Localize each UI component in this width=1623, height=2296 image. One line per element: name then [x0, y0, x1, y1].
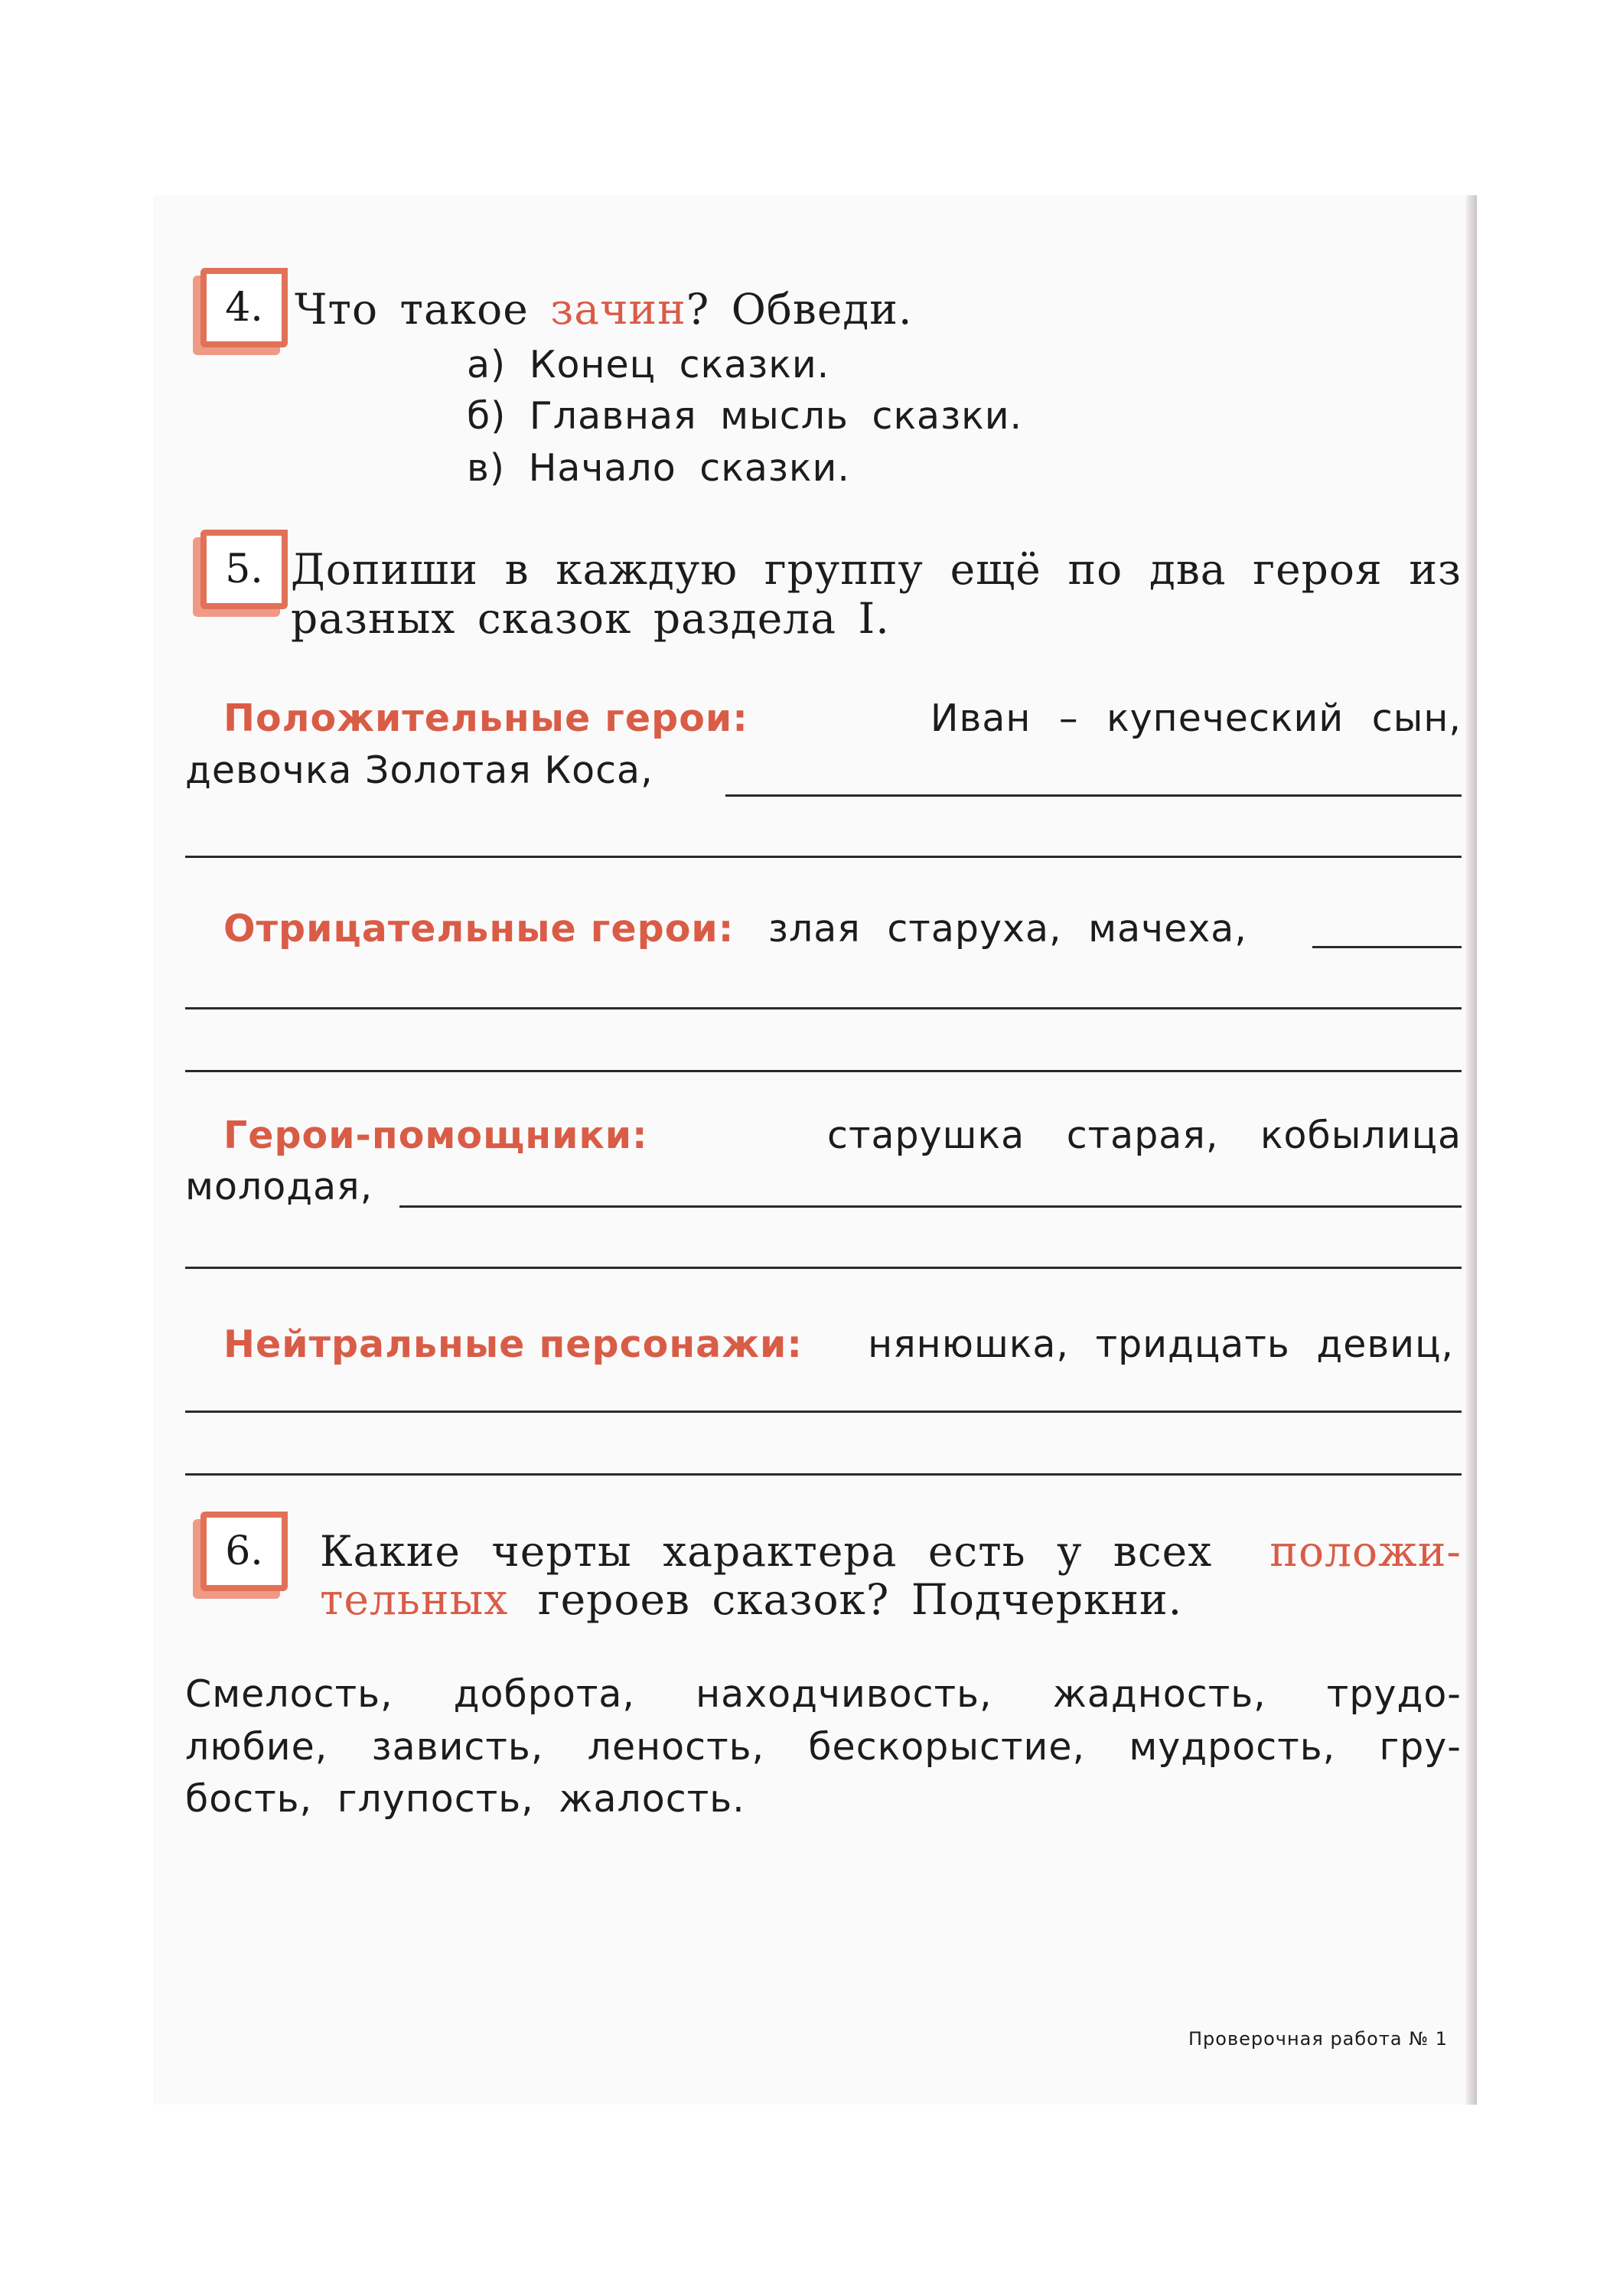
answer-line-neutral-2[interactable] — [185, 1473, 1462, 1476]
positive-heroes-row — [223, 696, 1462, 740]
task-5-line-2: разных сказок раздела I. — [291, 594, 890, 643]
task-4-number: 4. — [200, 268, 288, 347]
helper-heroes-text-2: молодая, — [185, 1165, 373, 1208]
task-6-line-1 — [320, 1527, 1462, 1576]
task-6-question-end: героев сказок? Подчеркни. — [537, 1575, 1183, 1624]
task-5-number: 5. — [200, 530, 288, 609]
task-6-number: 6. — [200, 1512, 288, 1591]
helper-heroes-label: Герои-помощники: — [223, 1114, 648, 1157]
page-footer: Проверочная работа № 1 — [1188, 2028, 1449, 2050]
task-4-question — [295, 285, 912, 334]
answer-line-helpers-1[interactable] — [399, 1205, 1462, 1208]
answer-line-negative-1[interactable] — [1312, 946, 1462, 948]
traits-line-1[interactable]: Смелость, доброта, находчивость, жадность, трудо- — [185, 1672, 1462, 1716]
helper-heroes-text: старушка старая, кобылица — [827, 1114, 1462, 1157]
positive-heroes-label: Положительные герои: — [223, 696, 748, 740]
term-zachin: зачин — [550, 285, 686, 334]
answer-line-positive-2[interactable] — [185, 856, 1462, 858]
neutral-characters-row — [223, 1322, 1454, 1366]
positive-heroes-text: Иван – купеческий сын, — [930, 696, 1462, 740]
traits-line-2[interactable]: любие, зависть, леность, бескорыстие, мудрость, гру- — [185, 1725, 1462, 1769]
page-edge — [1466, 195, 1477, 2105]
option-a[interactable]: а) Конец сказки. — [467, 343, 830, 386]
answer-line-negative-2[interactable] — [185, 1007, 1462, 1009]
answer-line-helpers-2[interactable] — [185, 1267, 1462, 1269]
helper-heroes-row — [223, 1114, 1462, 1157]
answer-line-negative-3[interactable] — [185, 1070, 1462, 1072]
negative-heroes-row — [223, 907, 1247, 951]
answer-line-positive-1[interactable] — [725, 794, 1462, 797]
option-c[interactable]: в) Начало сказки. — [467, 446, 850, 490]
positive-heroes-text-2: девочка Золотая Коса, — [185, 748, 653, 792]
term-positive-part-1: положи- — [1269, 1527, 1462, 1576]
negative-heroes-text: злая старуха, мачеха, — [768, 907, 1247, 951]
answer-line-neutral-1[interactable] — [185, 1411, 1462, 1413]
traits-line-3[interactable]: бость, глупость, жалость. — [185, 1777, 745, 1821]
negative-heroes-label: Отрицательные герои: — [223, 907, 735, 951]
neutral-characters-text: нянюшка, тридцать девиц, — [868, 1322, 1454, 1366]
task-4-question-end: ? Обведи. — [686, 285, 913, 334]
option-b[interactable]: б) Главная мысль сказки. — [467, 394, 1023, 438]
task-5-line-1: Допиши в каждую группу ещё по два героя из — [291, 545, 1462, 594]
neutral-characters-label: Нейтральные персонажи: — [223, 1322, 803, 1366]
task-6-question-start: Какие черты характера есть у всех — [320, 1527, 1213, 1576]
term-positive-part-2: тельных — [320, 1575, 509, 1624]
task-4-question-start: Что такое — [295, 285, 529, 334]
task-6-line-2 — [320, 1575, 1182, 1624]
